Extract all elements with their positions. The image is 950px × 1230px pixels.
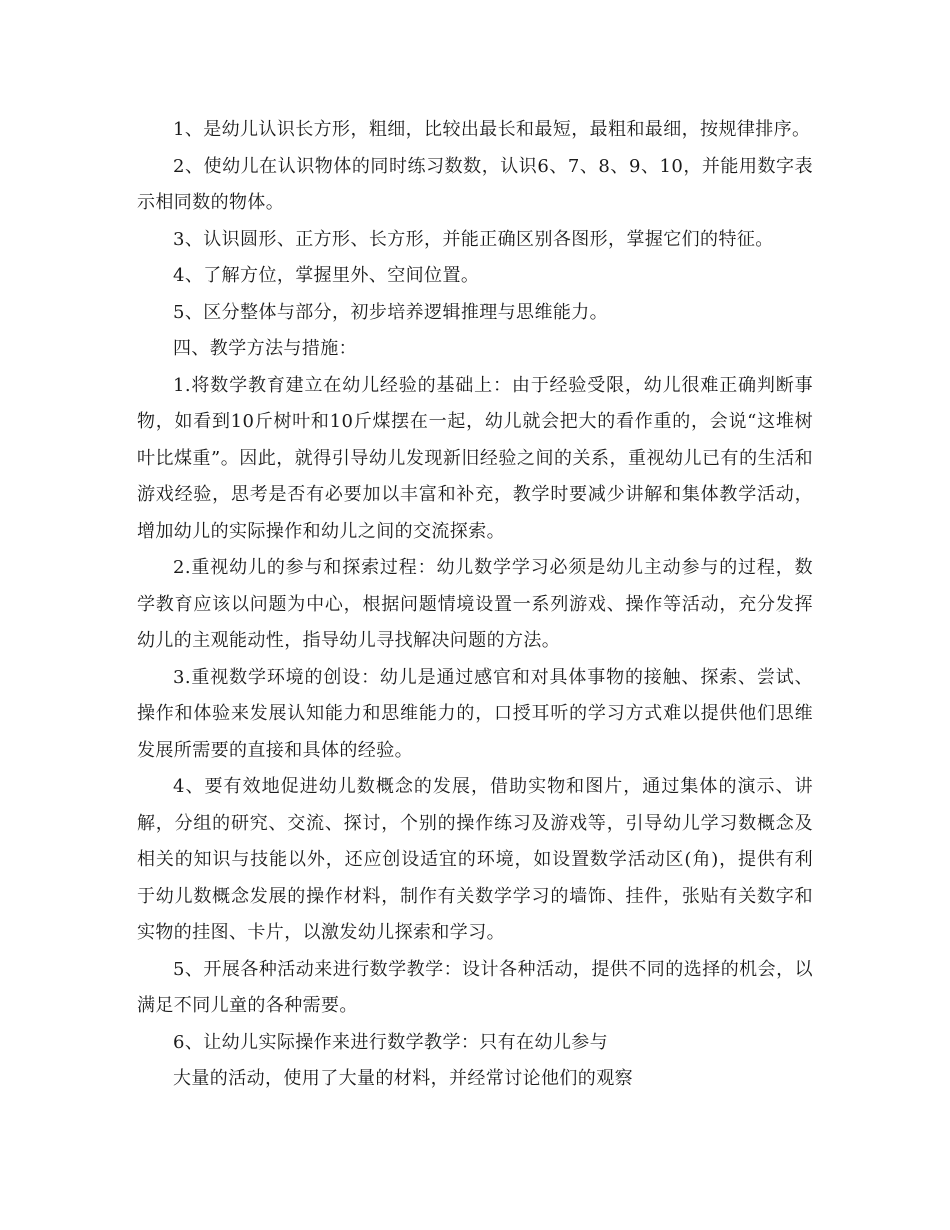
paragraph-continuation: 大量的活动，使用了大量的材料，并经常讨论他们的观察	[173, 1068, 633, 1089]
paragraph-objective-4: 4、了解方位，掌握里外、空间位置。	[173, 265, 480, 286]
paragraph-method-1: 1.将数学教育建立在幼儿经验的基础上：由于经验受限，幼儿很难正确判断事物，如看到10斤树叶和10斤煤摆在一起，幼儿就会把大的看作重的，会说“这堆树叶比煤重”。因此，就得引导幼儿发现新旧经验之间的关系，重视幼儿已有的生活和游戏经验，思考是否有必要加以丰富和补充，教学时要减少讲解和集体教学活动，增加幼儿的实际操作和幼儿之间的交流探索。	[137, 374, 813, 542]
document-body	[137, 112, 813, 1098]
section-heading-methods: 四、教学方法与措施：	[173, 338, 357, 359]
paragraph-method-6: 6、让幼儿实际操作来进行数学教学：只有在幼儿参与	[173, 1031, 609, 1053]
paragraph-objective-2: 2、使幼儿在认识物体的同时练习数数，认识6、7、8、9、10，并能用数字表示相同数的物体。	[137, 155, 813, 213]
paragraph-objective-1: 1、是幼儿认识长方形，粗细，比较出最长和最短，最粗和最细，按规律排序。	[173, 119, 811, 140]
paragraph-method-3: 3.重视数学环境的创设：幼儿是通过感官和对具体事物的接触、探索、尝试、操作和体验来发展认知能力和思维能力的，口授耳听的学习方式难以提供他们思维发展所需要的直接和具体的经验。	[137, 666, 813, 761]
paragraph-objective-5: 5、区分整体与部分，初步培养逻辑推理与思维能力。	[173, 301, 609, 323]
paragraph-objective-3: 3、认识圆形、正方形、长方形，并能正确区别各图形，掌握它们的特征。	[173, 228, 774, 250]
paragraph-method-4: 4、要有效地促进幼儿数概念的发展，借助实物和图片，通过集体的演示、讲解，分组的研究、交流、探讨，个别的操作练习及游戏等，引导幼儿学习数概念及相关的知识与技能以外，还应创设适宜的环境，如设置数学活动区(角)，提供有利于幼儿数概念发展的操作材料，制作有关数学学习的墙饰、挂件，张贴有关数字和实物的挂图、卡片，以激发幼儿探索和学习。	[137, 776, 813, 943]
paragraph-method-2: 2.重视幼儿的参与和探索过程：幼儿数学学习必须是幼儿主动参与的过程，数学教育应该以问题为中心，根据问题情境设置一系列游戏、操作等活动，充分发挥幼儿的主观能动性，指导幼儿寻找解决问题的方法。	[137, 557, 813, 651]
paragraph-method-5: 5、开展各种活动来进行数学教学：设计各种活动，提供不同的选择的机会，以满足不同儿童的各种需要。	[137, 958, 813, 1016]
